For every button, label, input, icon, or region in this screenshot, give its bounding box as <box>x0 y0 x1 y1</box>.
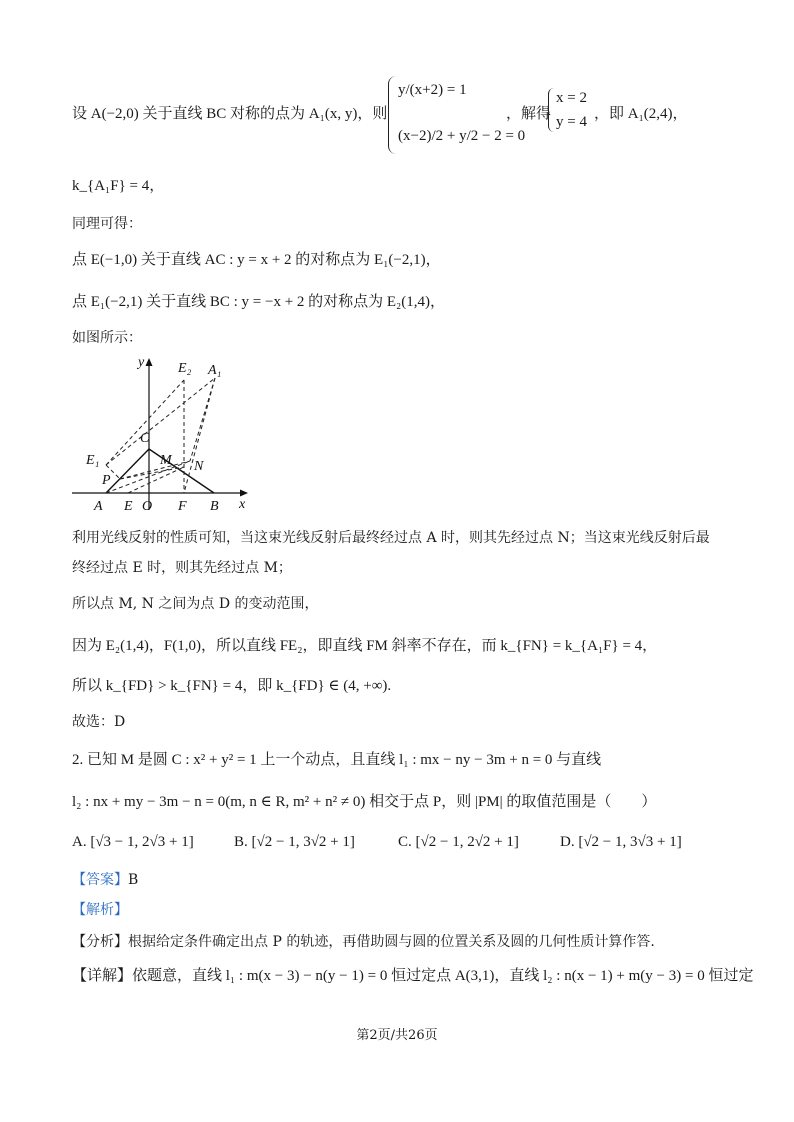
reflection-line-2: 点 E₁(−2,1) 关于直线 BC : y = −x + 2 的对称点为 E₂(1,4)， <box>72 294 446 310</box>
label-o: O <box>142 499 153 514</box>
solution-line-1: 设 A(−2,0) 关于直线 BC 对称的点为 A₁(x, y)，则 <box>72 106 388 122</box>
label-e2: E₂ <box>178 361 192 376</box>
label-f: F <box>178 499 187 514</box>
solve-word: ，解得 <box>506 106 552 122</box>
label-e: E <box>124 499 133 514</box>
side-cb <box>149 449 214 493</box>
slope-line: k_{A₁F} = 4， <box>72 178 165 194</box>
label-y: y <box>138 355 145 370</box>
label-e1: E₁ <box>86 453 100 468</box>
figure-intro: 如图所示： <box>72 330 142 346</box>
label-a: A <box>94 499 103 514</box>
label-m: M <box>160 453 172 468</box>
answer-line <box>72 870 138 890</box>
system-brace-2 <box>548 88 555 132</box>
system-brace-1 <box>388 76 397 154</box>
reflection-line-1: 点 E(−1,0) 关于直线 AC : y = x + 2 的对称点为 E₁(−2,1)， <box>72 252 441 268</box>
label-p: P <box>102 473 111 488</box>
y-arrow-icon <box>146 358 153 366</box>
choice-line: 故选：D <box>72 714 126 730</box>
detail-text: 依题意，直线 l₁ : m(x − 3) − n(y − 1) = 0 恒过定点 A(3,1)，直线 l₂ : n(x − 1) + m(y − 3) = 0 恒过定 <box>132 968 754 984</box>
option-c: C. [√2 − 1, 2√2 + 1] <box>398 834 519 850</box>
analysis-subtag: 【分析】 <box>72 934 128 950</box>
detail-line <box>72 966 753 986</box>
similar-text: 同理可得： <box>72 216 142 232</box>
reasoning-line-2: 终经过点 E 时，则其先经过点 M； <box>72 560 292 576</box>
system-eq-2: (x−2)/2 + y/2 − 2 = 0 <box>398 128 526 144</box>
reasoning-line-3: 所以点 M, N 之间为点 D 的变动范围， <box>72 596 319 612</box>
label-b: B <box>210 499 219 514</box>
system-eq-1: y/(x+2) = 1 <box>398 82 467 98</box>
label-a1: A₁ <box>208 363 222 378</box>
detail-tag: 【详解】 <box>72 968 133 984</box>
solution-y: y = 4 <box>556 114 587 130</box>
solution-x: x = 2 <box>556 90 587 106</box>
option-a: A. [√3 − 1, 2√3 + 1] <box>72 834 194 850</box>
option-d: D. [√2 − 1, 3√3 + 1] <box>560 834 682 850</box>
label-c: C <box>140 431 150 446</box>
analysis-line <box>72 932 655 952</box>
analysis-tag: 【解析】 <box>72 902 128 918</box>
label-x: x <box>239 497 246 512</box>
option-b: B. [√2 − 1, 3√2 + 1] <box>234 834 355 850</box>
answer-value: B <box>128 872 139 888</box>
geometry-figure <box>68 350 258 518</box>
x-arrow-icon <box>240 490 248 497</box>
analysis-text: 根据给定条件确定出点 P 的轨迹，再借助圆与圆的位置关系及圆的几何性质计算作答. <box>128 934 655 950</box>
page-footer: 第2页/共26页 <box>356 1028 438 1043</box>
solution-point: ，即 A₁(2,4)， <box>594 106 688 122</box>
label-n: N <box>194 459 204 474</box>
answer-tag: 【答案】 <box>72 872 128 888</box>
reasoning-line-1: 利用光线反射的性质可知，当这束光线反射后最终经过点 A 时，则其先经过点 N；当这束光线反射后最 <box>72 530 710 546</box>
reasoning-line-4: 因为 E₂(1,4)，F(1,0)，所以直线 FE₂，即直线 FM 斜率不存在，而 k_{FN} = k_{A₁F} = 4， <box>72 638 658 654</box>
question-2-line-1: 2. 已知 M 是圆 C : x² + y² = 1 上一个动点，且直线 l₁ : mx − ny − 3m + n = 0 与直线 <box>72 752 602 768</box>
conclusion-line: 所以 k_{FD} > k_{FN} = 4，即 k_{FD} ∈ (4, +∞). <box>72 678 392 694</box>
question-2-line-2: l₂ : nx + my − 3m − n = 0(m, n ∈ R, m² + n² ≠ 0) 相交于点 P，则 |PM| 的取值范围是（ ） <box>72 794 657 810</box>
